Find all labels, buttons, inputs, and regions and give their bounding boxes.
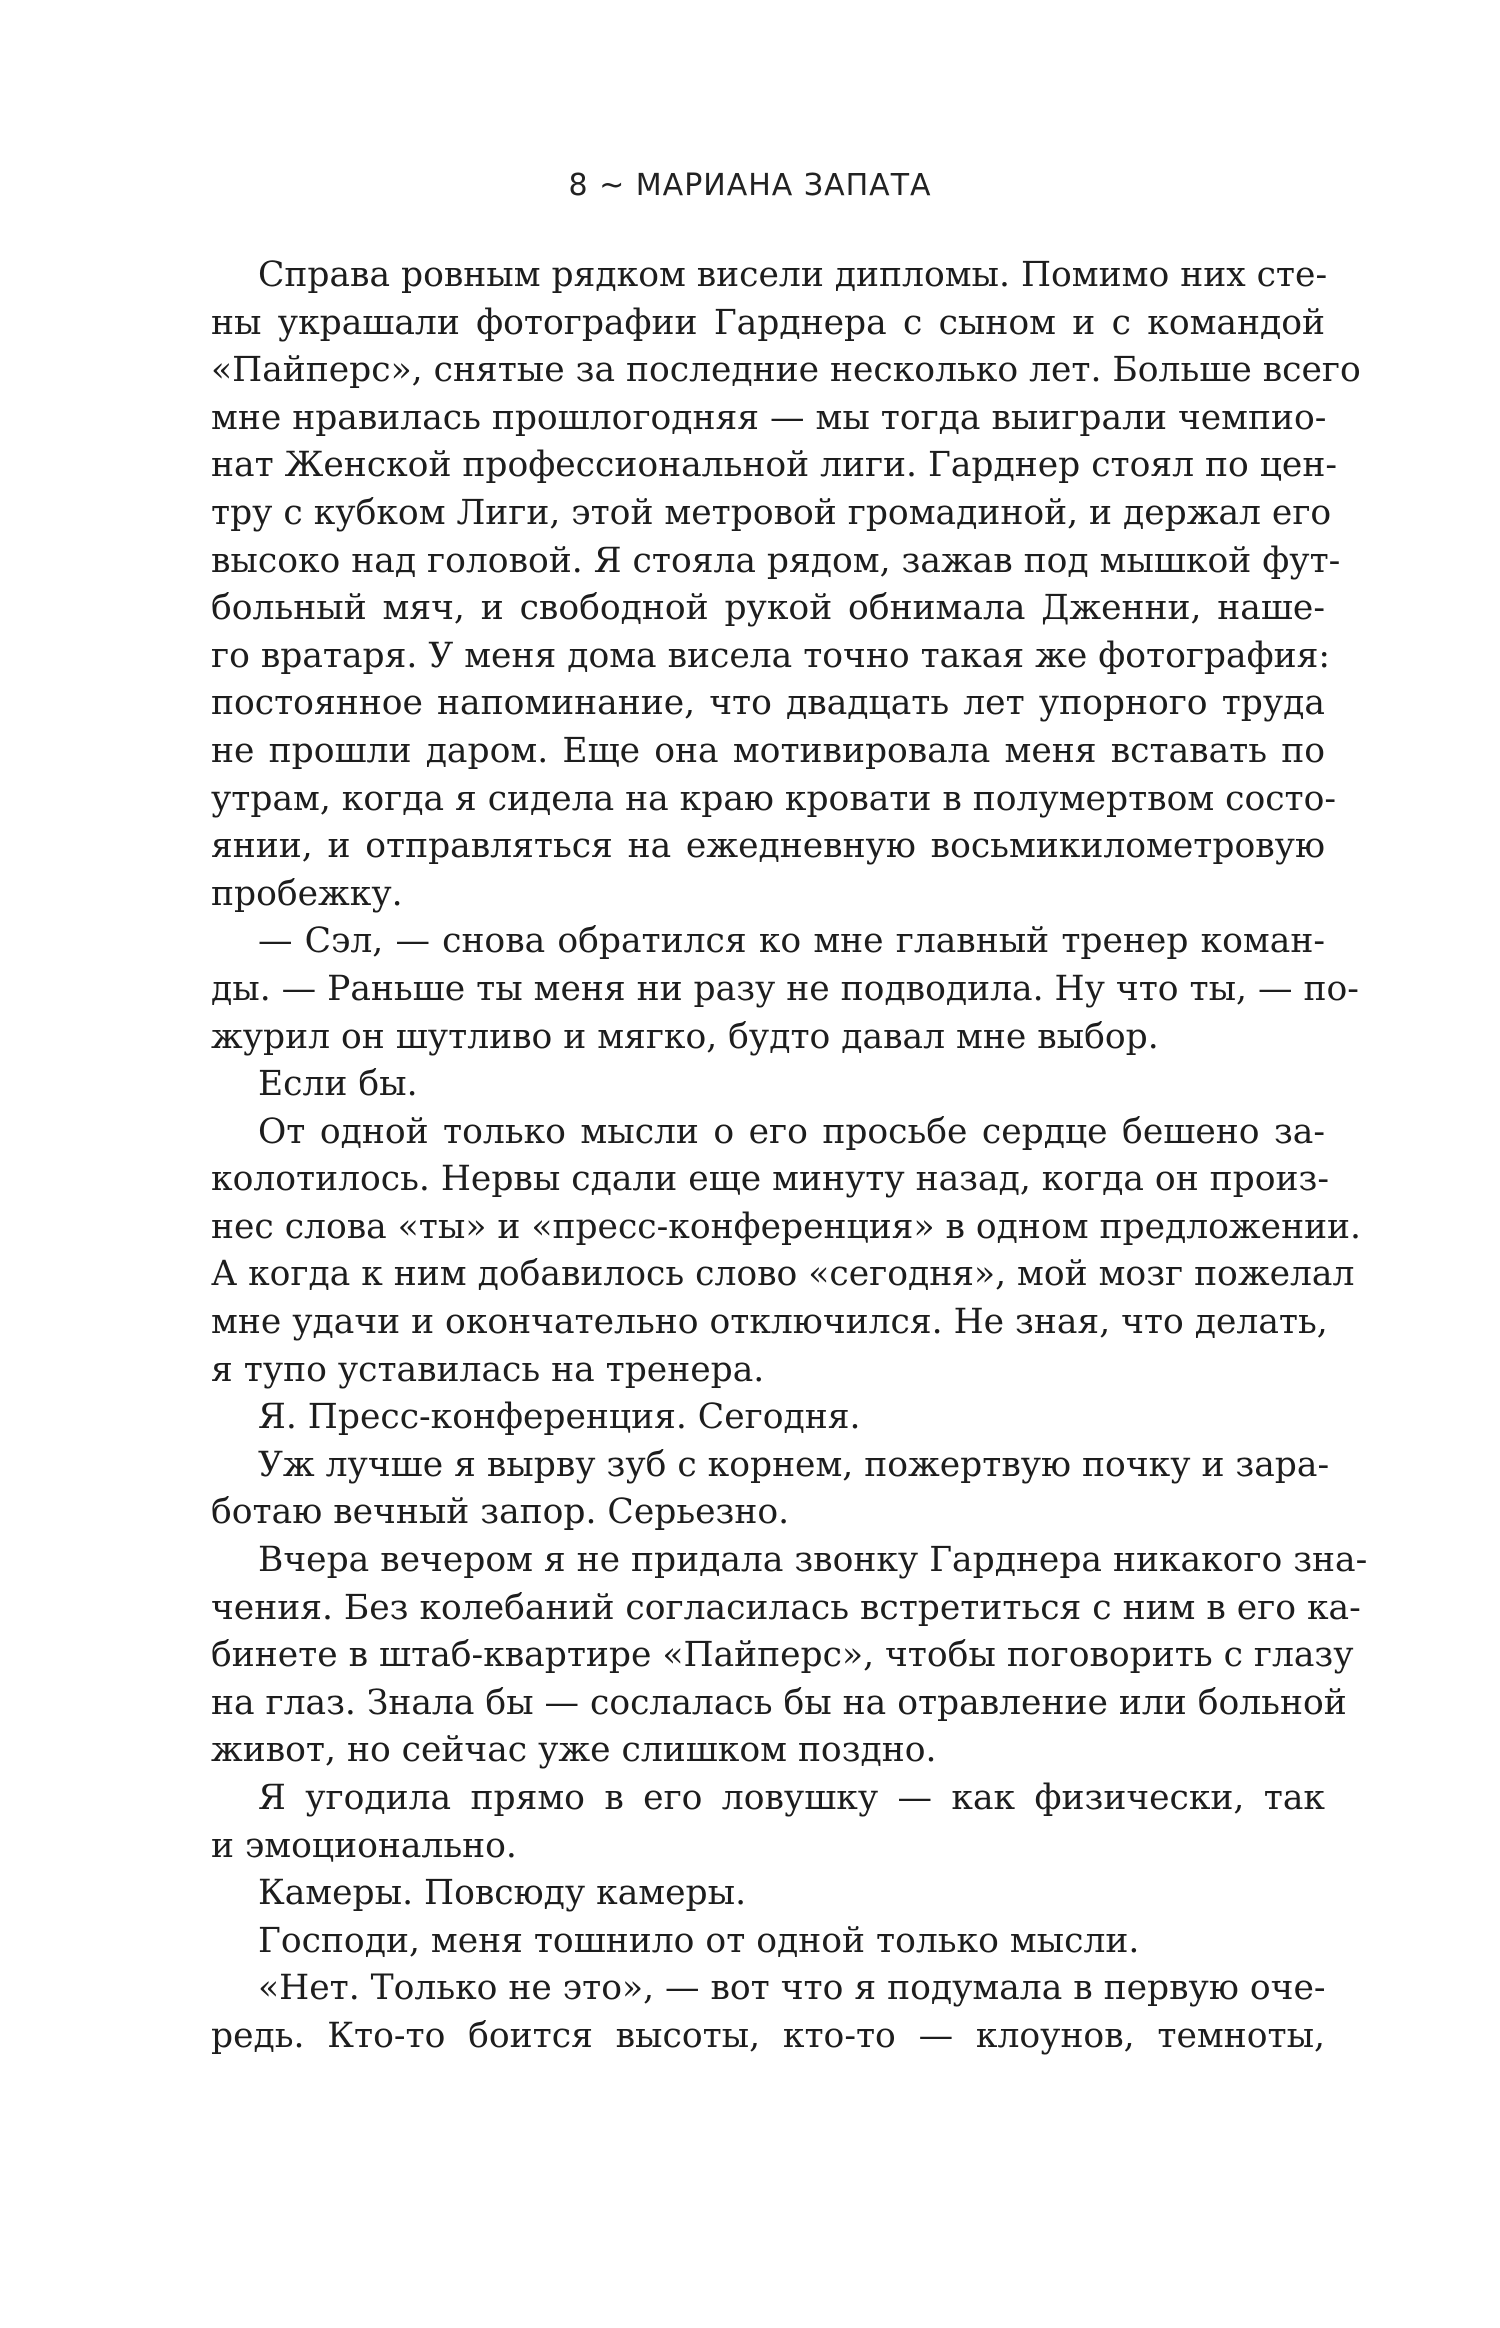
body-text bbox=[211, 252, 1368, 2061]
text-line: янии, и отправляться на ежедневную восьмикилометровую bbox=[211, 826, 1325, 867]
text-line: го вратаря. У меня дома висела точно такая же фотография: bbox=[211, 635, 1330, 676]
text-line: пробежку. bbox=[211, 873, 403, 914]
text-line: нес слова «ты» и «пресс-конференция» в одном предложении. bbox=[211, 1206, 1362, 1247]
text-line: Вчера вечером я не придала звонку Гарднера никакого зна- bbox=[258, 1540, 1368, 1581]
text-line: «Пайперс», снятые за последние несколько лет. Больше всего bbox=[211, 350, 1361, 391]
text-line: колотилось. Нервы сдали еще минуту назад, когда он произ- bbox=[211, 1159, 1329, 1200]
text-line: мне нравилась прошлогодняя — мы тогда выиграли чемпио- bbox=[211, 397, 1327, 438]
text-line: ды. — Раньше ты меня ни разу не подводила. Ну что ты, — по- bbox=[211, 968, 1359, 1009]
text-line: чения. Без колебаний согласилась встретиться с ним в его ка- bbox=[211, 1587, 1361, 1628]
text-line: Камеры. Повсюду камеры. bbox=[258, 1873, 747, 1914]
text-line: Справа ровным рядком висели дипломы. Помимо них сте- bbox=[258, 255, 1328, 295]
text-line: постоянное напоминание, что двадцать лет упорного труда bbox=[211, 683, 1325, 724]
text-line: нат Женской профессиональной лиги. Гарднер стоял по цен- bbox=[211, 445, 1338, 486]
text-line: бинете в штаб-квартире «Пайперс», чтобы поговорить с глазу bbox=[211, 1635, 1354, 1676]
text-line: утрам, когда я сидела на краю кровати в полумертвом состо- bbox=[211, 778, 1337, 819]
text-line: — Сэл, — снова обратился ко мне главный тренер коман- bbox=[258, 921, 1325, 962]
text-line: «Нет. Только не это», — вот что я подумала в первую оче- bbox=[258, 1968, 1326, 2009]
text-line: ботаю вечный запор. Серьезно. bbox=[211, 1492, 790, 1533]
text-line: Господи, меня тошнило от одной только мысли. bbox=[258, 1920, 1140, 1961]
text-line: Если бы. bbox=[258, 1064, 418, 1105]
header-separator: ~ bbox=[599, 168, 626, 203]
text-line: Я. Пресс-конференция. Сегодня. bbox=[258, 1397, 861, 1438]
text-line: тру с кубком Лиги, этой метровой громадиной, и держал его bbox=[211, 492, 1332, 533]
text-line: высоко над головой. Я стояла рядом, зажав под мышкой фут- bbox=[211, 540, 1341, 581]
text-line: на глаз. Знала бы — сослалась бы на отравление или больной bbox=[211, 1682, 1347, 1723]
page-number: 8 bbox=[568, 168, 589, 203]
author-name: МАРИАНА ЗАПАТА bbox=[635, 168, 932, 203]
text-line: Я угодила прямо в его ловушку — как физически, так bbox=[258, 1778, 1325, 1818]
running-header bbox=[0, 168, 1500, 203]
text-line: мне удачи и окончательно отключился. Не зная, что делать, bbox=[211, 1302, 1328, 1343]
text-line: я тупо уставилась на тренера. bbox=[211, 1349, 765, 1390]
text-line: не прошли даром. Еще она мотивировала меня вставать по bbox=[211, 730, 1325, 771]
text-line: ны украшали фотографии Гарднера с сыном и с командой bbox=[211, 302, 1325, 343]
text-line: А когда к ним добавилось слово «сегодня», мой мозг пожелал bbox=[211, 1254, 1355, 1295]
text-line: журил он шутливо и мягко, будто давал мне выбор. bbox=[211, 1016, 1159, 1057]
text-line: живот, но сейчас уже слишком поздно. bbox=[211, 1730, 937, 1771]
text-line: От одной только мысли о его просьбе сердце бешено за- bbox=[258, 1111, 1325, 1152]
text-line: и эмоционально. bbox=[211, 1825, 517, 1866]
text-line: редь. Кто-то боится высоты, кто-то — клоунов, темноты, bbox=[211, 2015, 1325, 2056]
text-line: больный мяч, и свободной рукой обнимала Дженни, наше- bbox=[211, 588, 1325, 629]
text-line: Уж лучше я вырву зуб с корнем, пожертвую почку и зара- bbox=[258, 1444, 1330, 1485]
